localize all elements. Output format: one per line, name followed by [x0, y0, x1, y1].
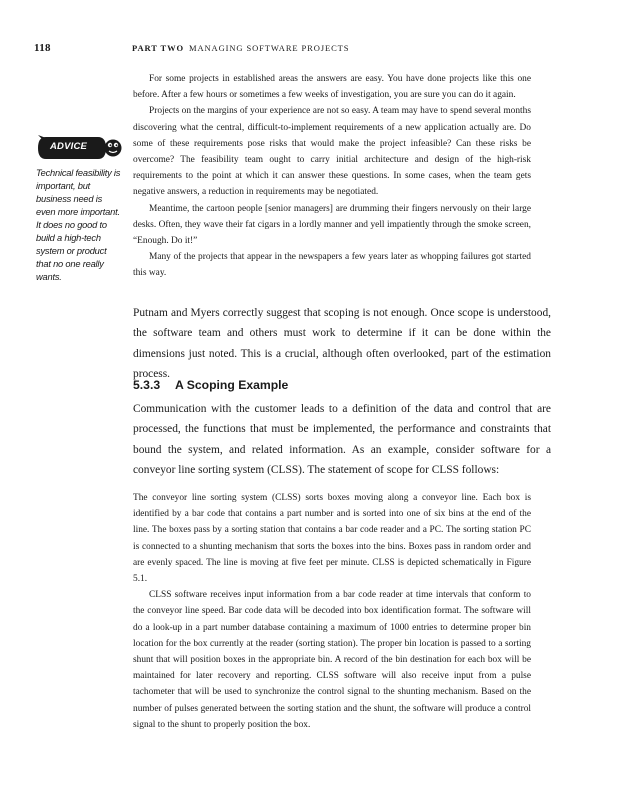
- section-number: 5.3.3: [133, 378, 161, 392]
- clss-scope-statement: [133, 490, 531, 733]
- body-text: Putnam and Myers correctly suggest that scoping is not enough. Once scope is understood, the software team and others must work to determine if it can be done within the dimensions just noted. This is a crucial, although often overlooked, part of the estimation process.: [133, 307, 551, 381]
- advice-label: ADVICE: [50, 141, 88, 152]
- clss-paragraph: The conveyor line sorting system (CLSS) sorts boxes moving along a conveyor line. Each box is identified by a bar code that contains a part number and is sorted into one of six bins at the end of the line. The boxes pass by a sorting station that contains a bar code reader and a PC. The sorting station PC is connected to a shunting mechanism that sorts the boxes into the bins. Boxes pass in random order and are evenly spaced. The line is moving at five feet per minute. CLSS is depicted schematically in Figure 5.1.: [133, 493, 531, 585]
- part-label: PART TWO: [132, 43, 185, 53]
- body-paragraph-scope: [133, 303, 551, 385]
- clss-paragraph: CLSS software receives input information from a bar code reader at time intervals that conform to the conveyor line speed. Bar code data will be decoded into box identification format. The software will do a look-up in a part number database containing a maximum of 1000 entries to determine proper bin location for the box currently at the reader (sorting station). The proper bin location is passed to a sorting shunt that will position boxes in the appropriate bin. A record of the bin destination for each box will be maintained for later recovery and reporting. CLSS software will also receive input from a pulse tachometer that will be used to synchronize the control signal to the shunting mechanism. Based on the number of pulses generated between the sorting station and the shunt, the software will produce a control signal to the shunt to properly position the box.: [133, 590, 531, 730]
- advice-badge: [36, 135, 122, 161]
- quote-paragraph: Projects on the margins of your experience are not so easy. A team may have to spend several months discovering what the central, difficult-to-implement requirements of a new application actually are. Do some of these requirements pose risks that would make the project infeasible? Can these risks be overcome? The feasibility team ought to carry initial architecture and design of the high-risk requirements to the point at which it can answer these questions. In some cases, when the team gets negative answers, a reduction in requirements may be negotiated.: [133, 106, 531, 198]
- face-icon: [105, 140, 122, 157]
- quote-paragraph: Meantime, the cartoon people [senior managers] are drumming their fingers nervously on their large desks. Often, they wave their fat cigars in a lordly manner and yell impatiently through the smoke screen, “Enough. Do it!”: [133, 203, 531, 247]
- quote-paragraph: Many of the projects that appear in the newspapers a few years later as whopping failures got started this way.: [133, 252, 531, 279]
- advice-note: Technical feasibility is important, but business need is even more important. It does no good to build a high-tech system or product that no one really wants.: [36, 168, 121, 282]
- advice-sidebar: [36, 135, 122, 284]
- body-text: Communication with the customer leads to a definition of the data and control that are processed, the functions that must be implemented, the performance and constraints that bound the system, and related information. As an example, consider software for a conveyor line sorting system (CLSS). The statement of scope for CLSS follows:: [133, 403, 551, 477]
- running-header: [34, 42, 604, 56]
- section-title: A Scoping Example: [175, 378, 289, 392]
- part-title: MANAGING SOFTWARE PROJECTS: [189, 43, 350, 53]
- body-paragraph-example: [133, 399, 551, 481]
- quote-paragraph: For some projects in established areas the answers are easy. You have done projects like this one before. After a few hours or sometimes a few weeks of investigation, you are sure you can do it again.: [133, 74, 531, 101]
- page-number: 118: [34, 42, 51, 54]
- section-heading: [133, 378, 551, 392]
- block-quote: [133, 71, 531, 282]
